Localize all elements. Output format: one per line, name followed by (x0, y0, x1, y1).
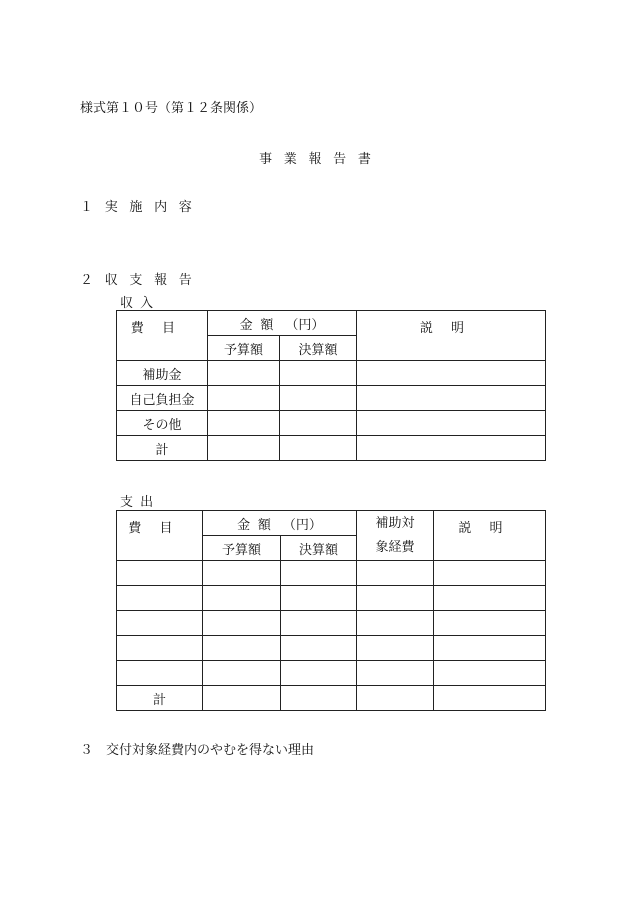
expense-row-label[interactable] (117, 561, 203, 586)
section-2-number: ２ (80, 273, 105, 288)
form-number: 様式第１０号（第１２条関係） (80, 101, 263, 116)
expense-budget-cell[interactable] (203, 611, 281, 636)
table-row (117, 636, 546, 661)
section-1-heading (80, 196, 204, 215)
expense-settlement-cell[interactable] (281, 686, 357, 711)
table-row (117, 661, 546, 686)
expense-subsidy-cell[interactable] (357, 661, 434, 686)
income-settlement-cell[interactable] (280, 436, 357, 461)
section-2-heading (80, 269, 204, 288)
expense-table (116, 510, 546, 711)
expense-subsidy-cell[interactable] (357, 636, 434, 661)
expense-subsidy-cell[interactable] (357, 611, 434, 636)
expense-description-cell[interactable] (434, 661, 546, 686)
expense-subsidy-cell[interactable] (357, 586, 434, 611)
income-header-amount: 金額 （円） (208, 311, 357, 336)
income-budget-cell[interactable] (208, 411, 280, 436)
expense-subsidy-cell[interactable] (357, 686, 434, 711)
expense-budget-cell[interactable] (203, 636, 281, 661)
income-header-budget: 予算額 (208, 336, 280, 361)
table-row (117, 561, 546, 586)
income-header-item: 費目 (117, 311, 208, 361)
expense-total-label: 計 (117, 686, 203, 711)
expense-header-description: 説明 (434, 511, 546, 561)
income-description-cell[interactable] (357, 386, 546, 411)
expense-description-cell[interactable] (434, 611, 546, 636)
income-settlement-cell[interactable] (280, 386, 357, 411)
section-3-number: ３ (80, 743, 94, 758)
income-row-label: 補助金 (117, 361, 208, 386)
income-description-cell[interactable] (357, 361, 546, 386)
section-1-number: １ (80, 200, 105, 215)
section-3-label: 交付対象経費内のやむを得ない理由 (106, 743, 315, 758)
expense-description-cell[interactable] (434, 586, 546, 611)
table-row (117, 586, 546, 611)
table-row (117, 386, 546, 411)
table-row (117, 611, 546, 636)
expense-header-subsidy: 補助対 象経費 (357, 511, 434, 561)
expense-header-amount: 金額 （円） (203, 511, 357, 536)
table-row (117, 361, 546, 386)
income-settlement-cell[interactable] (280, 361, 357, 386)
section-3-heading (80, 739, 314, 758)
income-description-cell[interactable] (357, 436, 546, 461)
section-1-label: 実施内容 (104, 200, 204, 215)
expense-header-budget: 予算額 (203, 536, 281, 561)
income-header-settlement: 決算額 (280, 336, 357, 361)
income-row-label: 自己負担金 (117, 386, 208, 411)
expense-description-cell[interactable] (434, 636, 546, 661)
expense-row-label[interactable] (117, 611, 203, 636)
expense-settlement-cell[interactable] (281, 636, 357, 661)
income-header-description: 説明 (357, 311, 546, 361)
expense-settlement-cell[interactable] (281, 586, 357, 611)
table-row (117, 436, 546, 461)
income-budget-cell[interactable] (208, 386, 280, 411)
expense-settlement-cell[interactable] (281, 611, 357, 636)
table-row (117, 411, 546, 436)
expense-subsidy-cell[interactable] (357, 561, 434, 586)
income-table (116, 310, 546, 461)
income-budget-cell[interactable] (208, 361, 280, 386)
expense-row-label[interactable] (117, 586, 203, 611)
expense-settlement-cell[interactable] (281, 561, 357, 586)
income-description-cell[interactable] (357, 411, 546, 436)
expense-label: 支出 (120, 495, 161, 510)
document-title: 事業報告書 (259, 152, 383, 167)
expense-header-item: 費目 (117, 511, 203, 561)
expense-header-settlement: 決算額 (281, 536, 357, 561)
expense-row-label[interactable] (117, 661, 203, 686)
expense-settlement-cell[interactable] (281, 661, 357, 686)
expense-description-cell[interactable] (434, 686, 546, 711)
expense-budget-cell[interactable] (203, 586, 281, 611)
expense-budget-cell[interactable] (203, 561, 281, 586)
income-label: 収入 (120, 296, 161, 311)
expense-budget-cell[interactable] (203, 686, 281, 711)
expense-description-cell[interactable] (434, 561, 546, 586)
table-row (117, 686, 546, 711)
income-total-label: 計 (117, 436, 208, 461)
income-settlement-cell[interactable] (280, 411, 357, 436)
income-budget-cell[interactable] (208, 436, 280, 461)
income-row-label: その他 (117, 411, 208, 436)
expense-row-label[interactable] (117, 636, 203, 661)
expense-budget-cell[interactable] (203, 661, 281, 686)
section-2-label: 収支報告 (104, 273, 204, 288)
